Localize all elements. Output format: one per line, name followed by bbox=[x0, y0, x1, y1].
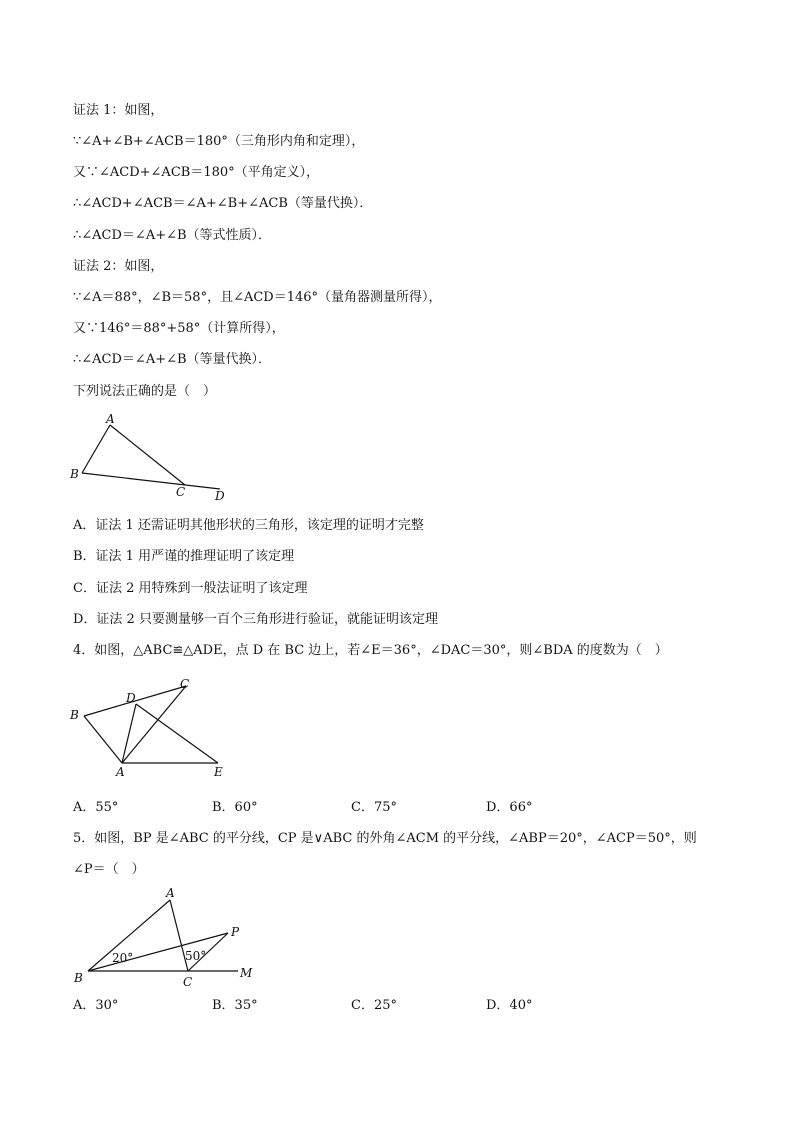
q5-label-p: P bbox=[231, 925, 240, 939]
q5-stem-line-1: 5．如图，BP 是∠ABC 的平分线，CP 是∨ABC 的外角∠ACM 的平分线，∠ABP＝20°，∠ACP＝50°，则 bbox=[73, 831, 697, 846]
q4-stem: 4．如图，△ABC≌△ADE，点 D 在 BC 边上，若∠E＝36°，∠DAC＝30°，则∠BDA 的度数为（ ） bbox=[73, 643, 668, 658]
q5-option-d[interactable]: D．40° bbox=[486, 998, 533, 1013]
q4-label-d: D bbox=[126, 691, 136, 705]
q5-option-c[interactable]: C．25° bbox=[351, 998, 397, 1013]
q4-option-d[interactable]: D．66° bbox=[486, 800, 533, 815]
q3-prompt: 下列说法正确的是（ ） bbox=[73, 384, 217, 399]
q3-label-d: D bbox=[215, 489, 225, 503]
q3-label-a: A bbox=[106, 412, 115, 426]
proof1-line-1: 证法 1：如图， bbox=[73, 103, 164, 118]
q4-label-b: B bbox=[70, 708, 79, 722]
q4-triangle-figure bbox=[60, 672, 250, 782]
q4-option-b[interactable]: B．60° bbox=[212, 800, 258, 815]
q3-option-a[interactable]: A．证法 1 还需证明其他形状的三角形，该定理的证明才完整 bbox=[73, 518, 424, 533]
q5-option-a[interactable]: A．30° bbox=[73, 998, 119, 1013]
proof2-line-2: ∵∠A＝88°，∠B＝58°，且∠ACD＝146°（量角器测量所得）， bbox=[73, 290, 442, 305]
q5-triangle-figure bbox=[60, 884, 270, 992]
q3-option-c[interactable]: C．证法 2 用特殊到一般法证明了该定理 bbox=[73, 581, 308, 596]
proof1-line-3: 又∵∠ACD+∠ACB＝180°（平角定义）， bbox=[73, 165, 320, 180]
q4-label-a: A bbox=[116, 765, 125, 779]
q5-angle-50: 50° bbox=[185, 949, 207, 963]
q3-label-b: B bbox=[70, 467, 79, 481]
q3-triangle-figure bbox=[60, 410, 250, 505]
proof2-line-1: 证法 2：如图， bbox=[73, 259, 164, 274]
q4-option-c[interactable]: C．75° bbox=[351, 800, 397, 815]
q4-label-e: E bbox=[214, 765, 223, 779]
q4-option-a[interactable]: A．55° bbox=[73, 800, 119, 815]
q5-label-m: M bbox=[240, 966, 253, 980]
proof1-line-4: ∴∠ACD+∠ACB＝∠A+∠B+∠ACB（等量代换）． bbox=[73, 196, 373, 211]
proof2-line-4: ∴∠ACD＝∠A+∠B（等量代换）． bbox=[73, 352, 272, 367]
q4-label-c: C bbox=[180, 677, 190, 691]
q5-option-b[interactable]: B．35° bbox=[212, 998, 258, 1013]
q5-label-a: A bbox=[166, 886, 175, 900]
proof2-line-3: 又∵146°＝88°+58°（计算所得）， bbox=[73, 321, 285, 336]
proof1-line-5: ∴∠ACD＝∠A+∠B（等式性质）． bbox=[73, 228, 272, 243]
q5-stem-line-2: ∠P＝（ ） bbox=[73, 862, 145, 877]
proof1-line-2: ∵∠A+∠B+∠ACB＝180°（三角形内角和定理）， bbox=[73, 134, 365, 149]
q5-angle-20: 20° bbox=[112, 951, 134, 965]
q3-label-c: C bbox=[176, 485, 186, 499]
q5-label-b: B bbox=[74, 971, 83, 985]
q3-option-b[interactable]: B．证法 1 用严谨的推理证明了该定理 bbox=[73, 549, 295, 564]
q5-label-c: C bbox=[183, 975, 193, 989]
q3-option-d[interactable]: D．证法 2 只要测量够一百个三角形进行验证，就能证明该定理 bbox=[73, 612, 438, 627]
